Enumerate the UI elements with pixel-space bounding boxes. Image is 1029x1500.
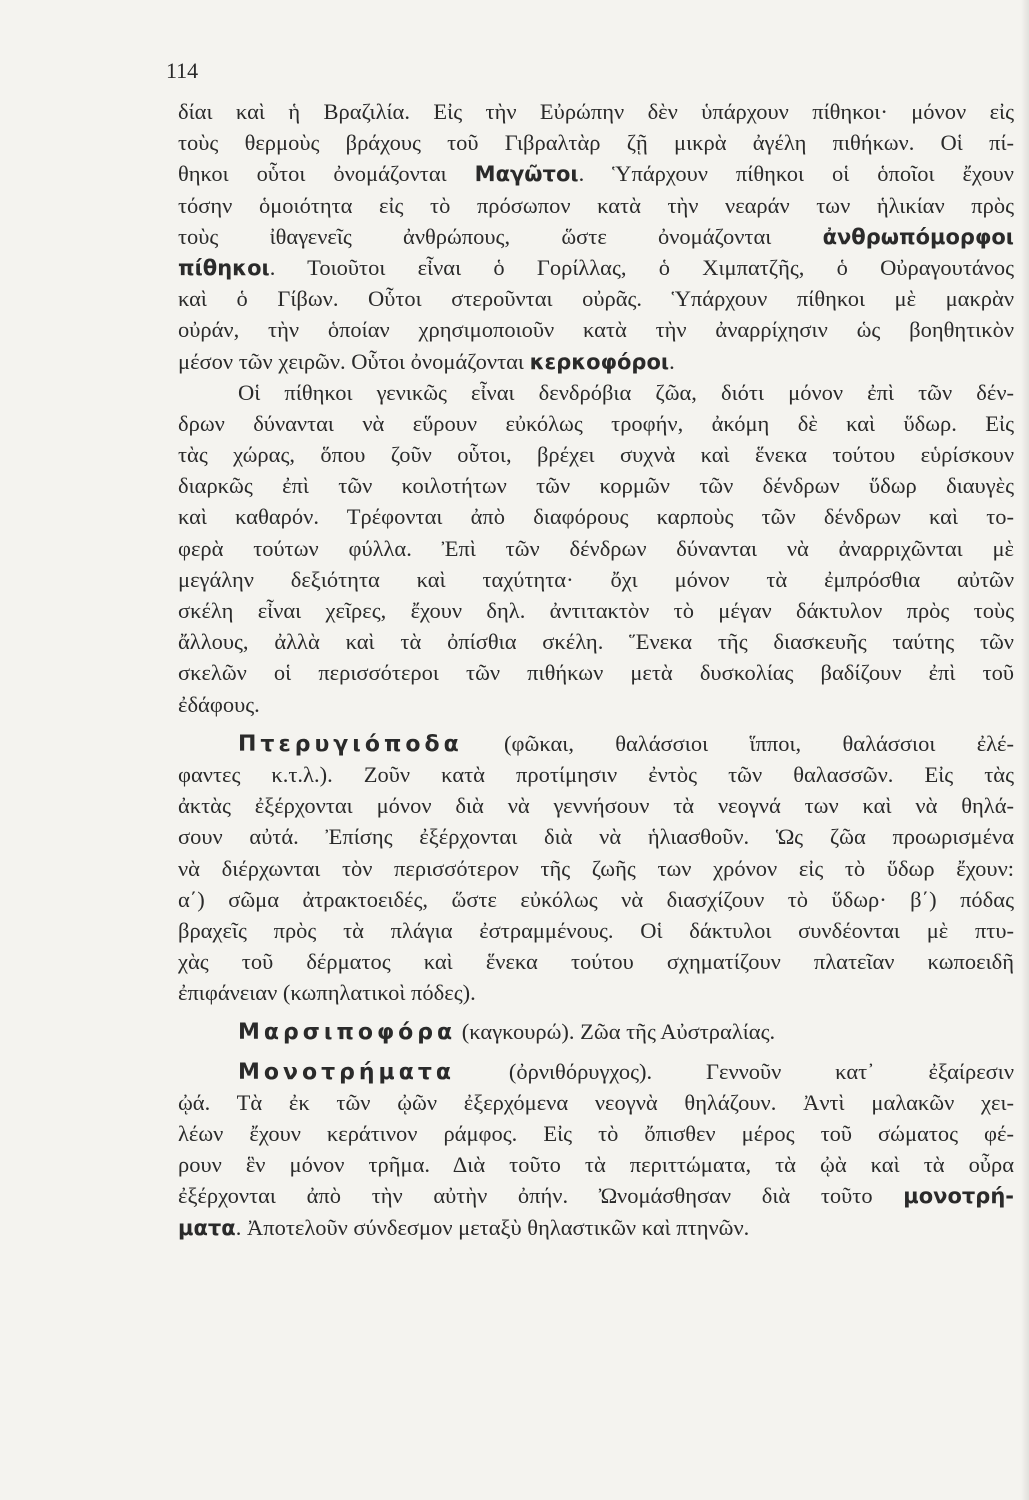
text-line [178, 1180, 1014, 1211]
text-line: δίαι καὶ ἡ Βραζιλία. Εἰς τὴν Εὐρώπην δὲν ὑπάρχουν πίθηκοι· μόνον εἰς [178, 99, 1014, 124]
text-line: ρουν ἓν μόνον τρῆμα. Διὰ τοῦτο τὰ περιττώματα, τὰ ᾠὰ καὶ τὰ οὖρα [178, 1152, 1014, 1178]
text-fragment: . Τοιοῦτοι εἶναι ὁ Γορίλλας, ὁ Χιμπατζῆς, ὁ Οὐραγουτάνος [269, 254, 1014, 280]
text-line: ἐδάφους. [178, 691, 260, 717]
text-line: ἀκτὰς ἐξέρχονται μόνον διὰ νὰ γεννήσουν τὰ νεογνά των καὶ νὰ θηλά- [178, 793, 1014, 819]
text-line: ἄλλους, ἀλλὰ καὶ τὰ ὀπίσθια σκέλη. Ἕνεκα τῆς διασκευῆς ταύτης τῶν [178, 629, 1014, 655]
text-fragment: μέσον τῶν χειρῶν. Οὗτοι ὀνομάζονται [178, 348, 530, 374]
text-line: σουν αὐτά. Ἐπίσης ἐξέρχονται διὰ νὰ ἡλιασθοῦν. Ὡς ζῶα προωρισμένα [178, 824, 1014, 850]
text-line: νὰ διέρχωνται τὸν περισσότερον τῆς ζωῆς των χρόνον εἰς τὸ ὕδωρ ἔχουν: [178, 855, 1014, 881]
term-kerkoforoi: κερκοφόροι [529, 349, 670, 374]
term-monotrimata-end: ματα [178, 1215, 236, 1240]
text-line [178, 1212, 1014, 1243]
text-fragment: . [669, 348, 675, 374]
text-fragment: τοὺς ἰθαγενεῖς ἀνθρώπους, ὥστε ὀνομάζονται [178, 223, 823, 249]
term-magotoi: Μαγῶτοι [474, 162, 579, 187]
paragraph-marsupials [178, 1016, 1014, 1047]
text-fragment: θηκοι οὗτοι ὀνομάζονται [178, 161, 475, 187]
text-line: καὶ ὁ Γίβων. Οὗτοι στεροῦνται οὐρᾶς. Ὑπάρχουν πίθηκοι μὲ μακρὰν [178, 286, 1014, 312]
text-line: τὰς χώρας, ὅπου ζοῦν οὗτοι, βρέχει συχνὰ καὶ ἕνεκα τούτου εὑρίσκουν [178, 442, 1014, 468]
paragraph-gap [178, 1008, 1014, 1016]
text-line: μεγάλην δεξιότητα καὶ ταχύτητα· ὄχι μόνον τὰ ἐμπρόσθια αὐτῶν [178, 566, 1014, 592]
text-line: α΄) σῶμα ἀτρακτοειδές, ὥστε εὐκόλως νὰ διασχίζουν τὸ ὕδωρ· β΄) πόδας [178, 886, 1014, 912]
text-fragment: . Ἀποτελοῦν σύνδεσμον μεταξὺ θηλαστικῶν καὶ πτηνῶν. [235, 1214, 750, 1240]
text-fragment: (καγκουρώ). Ζῶα τῆς Αὐστραλίας. [456, 1019, 776, 1045]
paragraph-gap [178, 720, 1014, 728]
text-line: σκέλη εἶναι χεῖρες, ἔχουν δηλ. ἀντιτακτὸν τὸ μέγαν δάκτυλον πρὸς τοὺς [178, 598, 1014, 623]
page-edge-shadow [1021, 0, 1029, 1500]
text-line [178, 346, 1014, 377]
text-line: ἐπιφάνειαν (κωπηλατικοὶ πόδες). [178, 980, 476, 1006]
paragraph-monotremes [178, 1056, 1014, 1243]
text-line: τόσην ὁμοιότητα εἰς τὸ πρόσωπον κατὰ τὴν νεαράν των ἡλικίαν πρὸς [178, 192, 1014, 218]
text-fragment: ἐξέρχονται ἀπὸ τὴν αὐτὴν ὀπήν. Ὠνομάσθησαν διὰ τοῦτο [178, 1183, 904, 1209]
text-line: σκελῶν οἱ περισσότεροι τῶν πιθήκων μετὰ δυσκολίας βαδίζουν ἐπὶ τοῦ [178, 660, 1014, 686]
text-line [178, 158, 1014, 189]
text-line: λέων ἔχουν κεράτινον ράμφος. Εἰς τὸ ὄπισθεν μέρος τοῦ σώματος φέ- [178, 1121, 1014, 1146]
text-fragment: (φῶκαι, θαλάσσιοι ἵπποι, θαλάσσιοι ἐλέ- [462, 730, 1014, 756]
text-line [178, 1056, 1014, 1087]
page-body [178, 96, 1014, 1243]
text-line [178, 728, 1014, 759]
paragraph-primates-habitat [178, 377, 1014, 720]
term-anthropomorphoi: ἀνθρωπόμορφοι [822, 224, 1014, 249]
text-line: τοὺς θερμοὺς βράχους τοῦ Γιβραλτὰρ ζῇ μικρὰ ἀγέλη πιθήκων. Οἱ πί- [178, 130, 1014, 156]
heading-pterygiopoda: Πτερυγιόποδα [238, 731, 463, 757]
text-line: διαρκῶς ἐπὶ τῶν κοιλοτήτων τῶν κορμῶν τῶν δένδρων ὕδωρ διαυγὲς [178, 473, 1014, 499]
text-line: οὐράν, τὴν ὁποίαν χρησιμοποιοῦν κατὰ τὴν ἀναρρίχησιν ὡς βοηθητικὸν [178, 317, 1014, 343]
text-line [178, 1016, 1014, 1047]
text-line: ᾠά. Τὰ ἐκ τῶν ᾠῶν ἐξερχόμενα νεογνὰ θηλάζουν. Ἀντὶ μαλακῶν χει- [178, 1089, 1014, 1115]
text-line: δρων δύνανται νὰ εὕρουν εὐκόλως τροφήν, ἀκόμη δὲ καὶ ὕδωρ. Εἰς [178, 410, 1014, 436]
text-line: χὰς τοῦ δέρματος καὶ ἕνεκα τούτου σχηματίζουν πλατεῖαν κωποειδῆ [178, 949, 1014, 975]
term-monotrimata: μονοτρή- [903, 1184, 1014, 1209]
page-number: 114 [166, 58, 199, 83]
heading-monotrimata: Μονοτρήματα [238, 1059, 456, 1085]
paragraph-pinnipeds [178, 728, 1014, 1009]
text-line: φερὰ τούτων φύλλα. Ἐπὶ τῶν δένδρων δύνανται νὰ ἀναρριχῶνται μὲ [178, 535, 1014, 561]
text-line: βραχεῖς πρὸς τὰ πλάγια ἐστραμμένους. Οἱ δάκτυλοι συνδέονται μὲ πτυ- [178, 917, 1014, 943]
text-line: φαντες κ.τ.λ.). Ζοῦν κατὰ προτίμησιν ἐντὸς τῶν θαλασσῶν. Εἰς τὰς [178, 761, 1014, 787]
text-line [178, 221, 1014, 252]
text-fragment: . Ὑπάρχουν πίθηκοι οἱ ὁποῖοι ἔχουν [578, 161, 1014, 187]
paragraph-gap [178, 1048, 1014, 1056]
term-pithikoi: πίθηκοι [178, 255, 270, 280]
text-line: καὶ καθαρόν. Τρέφονται ἀπὸ διαφόρους καρποὺς τῶν δένδρων καὶ το- [178, 504, 1014, 530]
text-line [178, 252, 1014, 283]
paragraph-primates-distribution [178, 96, 1014, 377]
text-fragment: (ὀρνιθόρυγχος). Γεννοῦν κατ᾿ ἐξαίρεσιν [455, 1058, 1014, 1084]
heading-marsipofora: Μαρσιποφόρα [238, 1020, 457, 1046]
text-line: Οἱ πίθηκοι γενικῶς εἶναι δενδρόβια ζῶα, διότι μόνον ἐπὶ τῶν δέν- [238, 379, 1014, 405]
